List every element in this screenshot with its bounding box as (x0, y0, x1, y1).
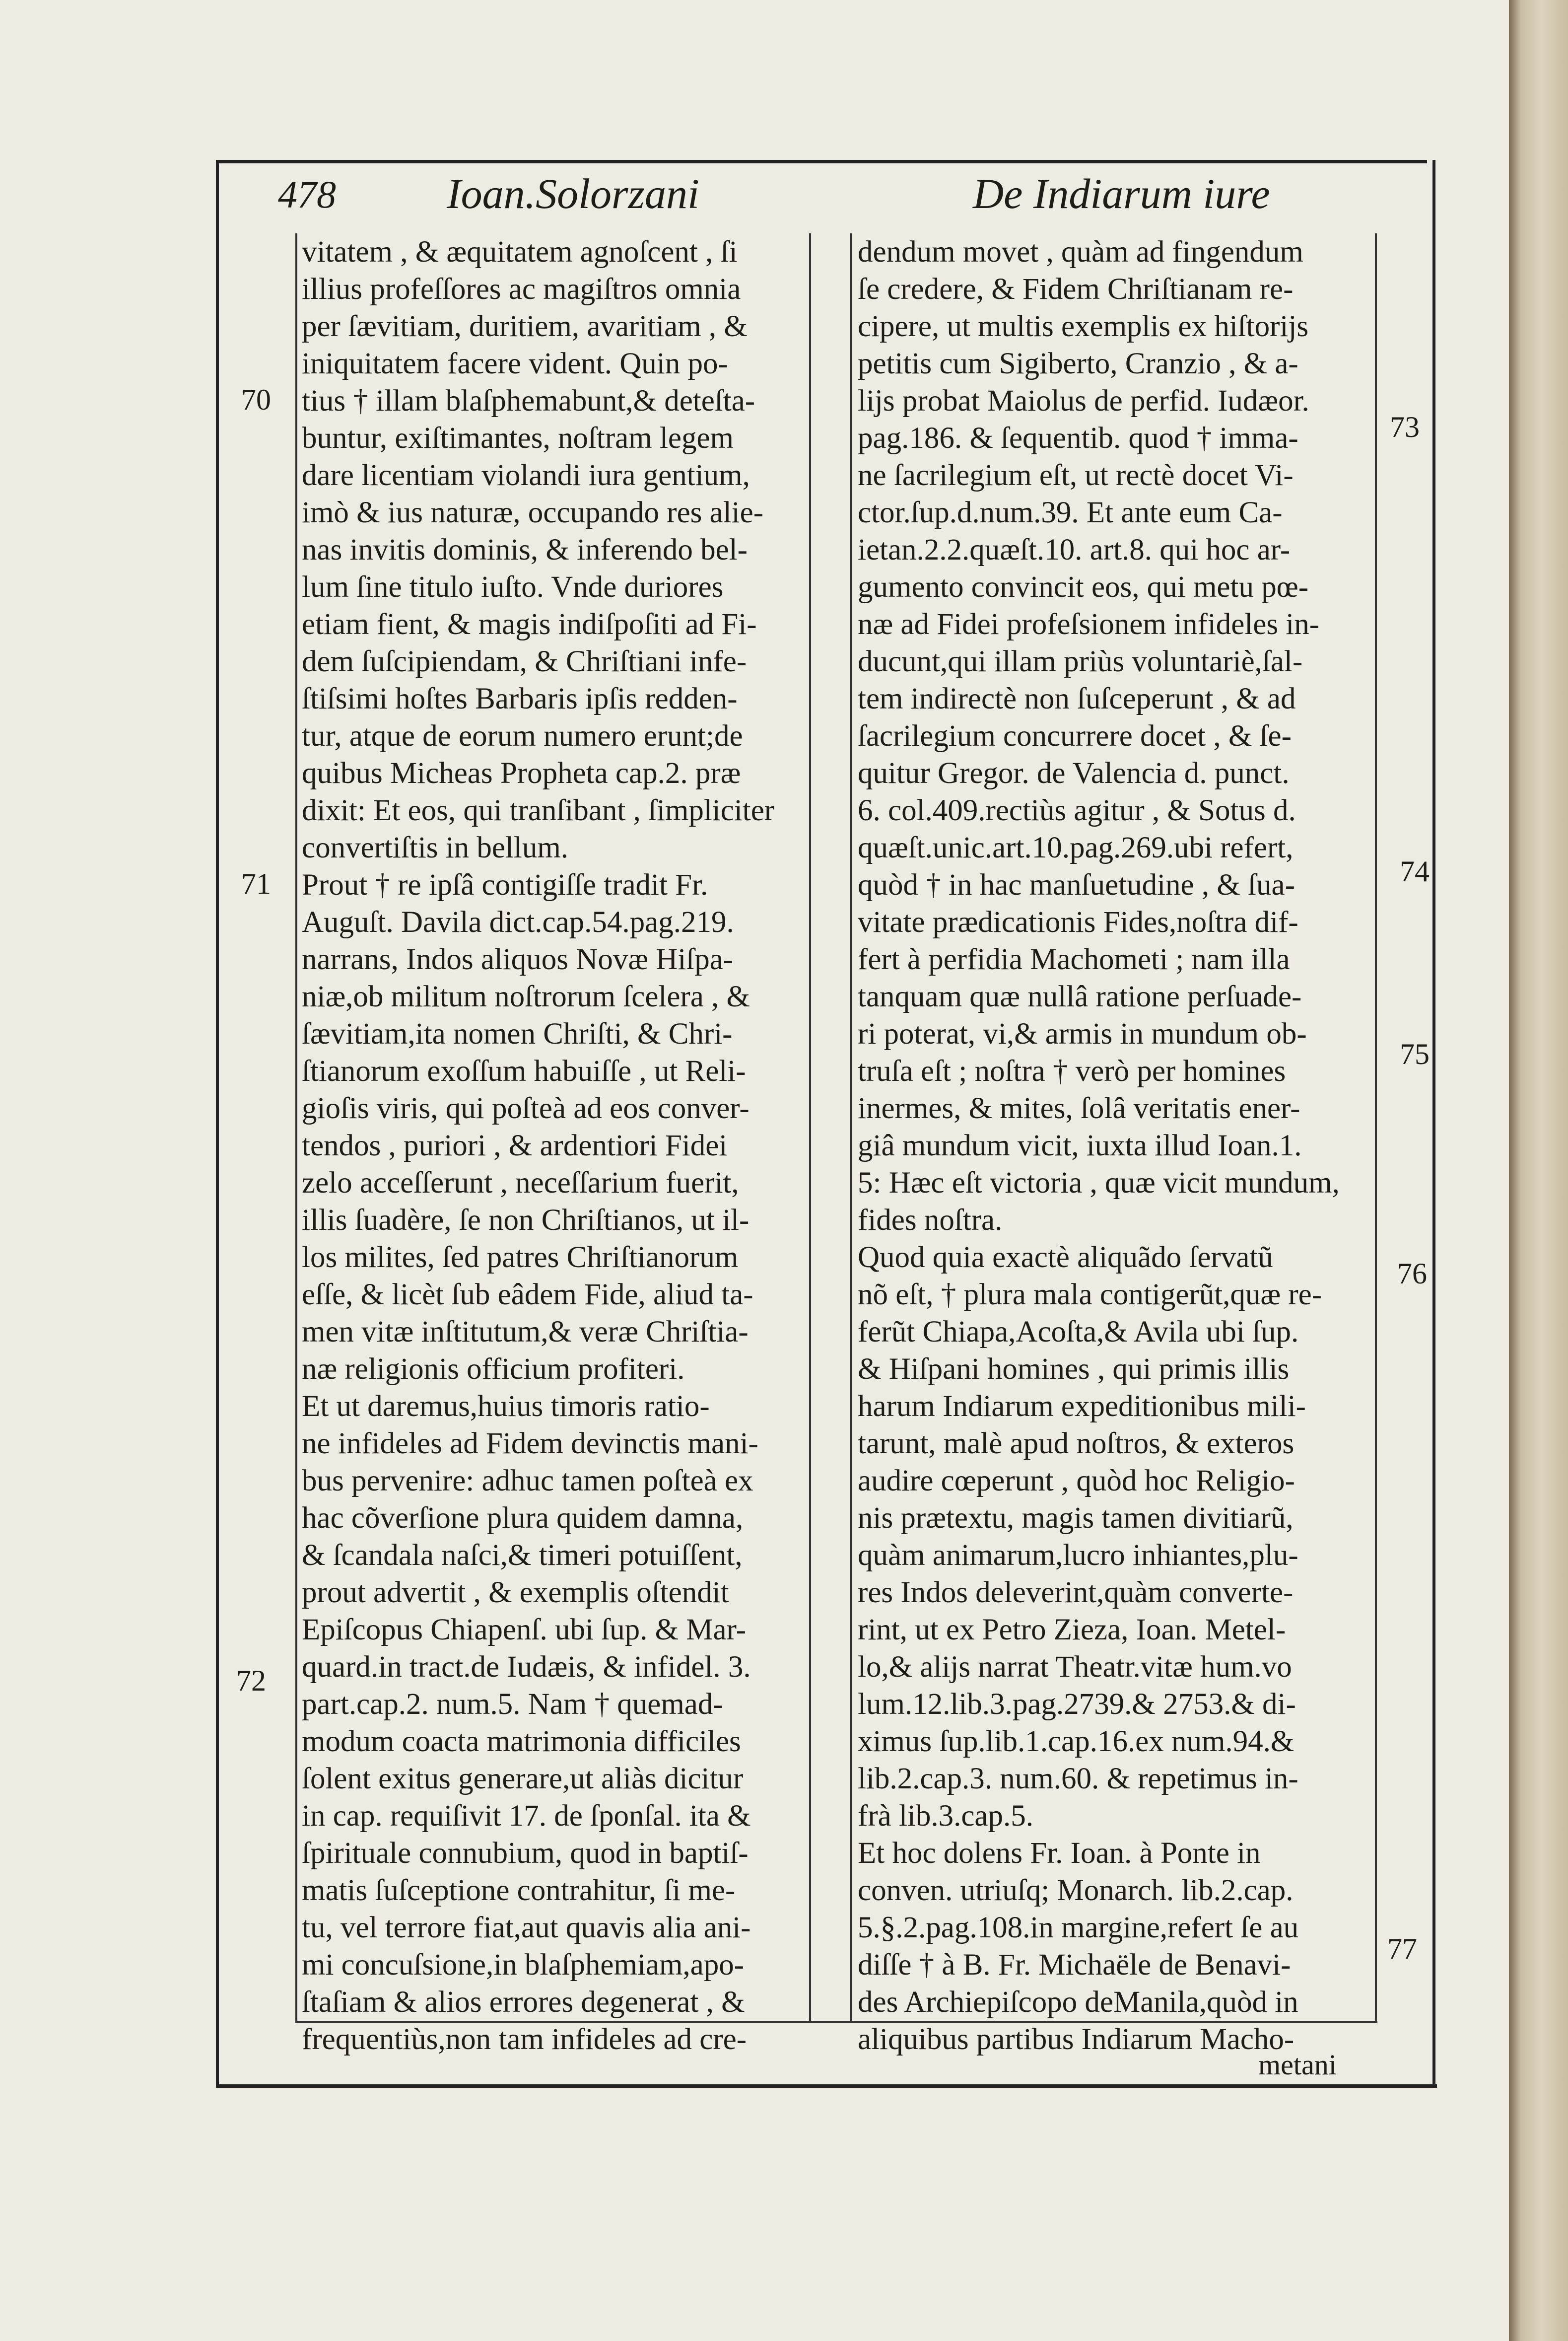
text-line: diſſe † à B. Fr. Michaële de Benavi- (858, 1948, 1291, 1982)
text-line: eſſe, & licèt ſub eâdem Fide, aliud ta- (302, 1278, 753, 1311)
text-line: quard.in tract.de Iudæis, & infidel. 3. (302, 1650, 751, 1684)
text-line: ſolent exitus generare,ut aliàs dicitur (302, 1762, 744, 1795)
text-line: niæ,ob militum noſtrorum ſcelera , & (302, 980, 750, 1013)
text-line: frequentiùs,non tam infideles ad cre- (302, 2023, 747, 2056)
text-line: tendos , puriori , & ardentiori Fidei (302, 1129, 728, 1162)
text-line: lum.12.lib.3.pag.2739.& 2753.& di- (858, 1688, 1296, 1721)
text-line: matis ſuſceptione contrahitur, ſi me- (302, 1874, 736, 1907)
margin-number: 73 (1390, 411, 1420, 443)
text-line: in cap. requiſivit 17. de ſponſal. ita & (302, 1799, 751, 1833)
text-line: ſpirituale connubium, quod in baptiſ- (302, 1837, 749, 1870)
column-divider-right (850, 233, 852, 2021)
left-column-rule (295, 233, 297, 2021)
text-line: 5: Hæc eſt victoria , quæ vicit mundum, (858, 1166, 1340, 1200)
text-line: ximus ſup.lib.1.cap.16.ex num.94.& (858, 1725, 1295, 1758)
text-line: dem ſuſcipiendam, & Chriſtiani infe- (302, 645, 747, 678)
text-line: 5.§.2.pag.108.in margine,refert ſe au (858, 1911, 1299, 1944)
margin-number: 72 (236, 1664, 266, 1697)
right-column-rule (1375, 233, 1377, 2021)
text-line: los milites, ſed patres Chriſtianorum (302, 1241, 739, 1274)
right-text-column (858, 233, 1364, 2058)
text-line: res Indos deleverint,quàm converte- (858, 1576, 1294, 1609)
text-line: lijs probat Maiolus de perfid. Iudæor. (858, 384, 1309, 418)
text-line: ſtaſiam & alios errores degenerat , & (302, 1986, 745, 2019)
text-line: ferũt Chiapa,Acoſta,& Avila ubi ſup. (858, 1315, 1299, 1348)
text-line: Prout † re ipſâ contigiſſe tradit Fr. (302, 868, 708, 902)
text-line: 6. col.409.rectiùs agitur , & Sotus d. (858, 794, 1296, 827)
text-line: & ſcandala naſci,& timeri potuiſſent, (302, 1539, 743, 1572)
text-line: nis prætextu, magis tamen divitiarũ, (858, 1501, 1294, 1535)
text-line: quitur Gregor. de Valencia d. punct. (858, 757, 1290, 790)
text-line: Et ut daremus,huius timoris ratio- (302, 1390, 710, 1423)
margin-number: 70 (241, 383, 271, 416)
text-line: Quod quia exactè aliquãdo ſervatũ (858, 1241, 1273, 1274)
text-line: tem indirectè non ſuſceperunt , & ad (858, 682, 1296, 715)
catchword: metani (1258, 2049, 1337, 2081)
text-line: næ ad Fidei profeſsionem infideles in- (858, 608, 1320, 641)
text-line: vitate prædicationis Fides,noſtra dif- (858, 906, 1298, 939)
text-line: tarunt, malè apud noſtros, & exteros (858, 1427, 1295, 1460)
text-line: ſtiſsimi hoſtes Barbaris ipſis redden- (302, 682, 738, 715)
text-line: audire cœperunt , quòd hoc Religio- (858, 1464, 1295, 1497)
margin-number: 75 (1400, 1038, 1430, 1070)
text-line: truſa eſt ; noſtra † verò per homines (858, 1055, 1286, 1088)
text-line: mi concuſsione,in blaſphemiam,apo- (302, 1948, 745, 1982)
text-line: ietan.2.2.quæſt.10. art.8. qui hoc ar- (858, 533, 1291, 567)
text-line: bus pervenire: adhuc tamen poſteà ex (302, 1464, 753, 1497)
text-line: aliquibus partibus Indiarum Macho- (858, 2023, 1295, 2056)
text-line: ctor.ſup.d.num.39. Et ante eum Ca- (858, 496, 1283, 529)
text-line: ſacrilegium concurrere docet , & ſe- (858, 719, 1292, 753)
text-line: iniquitatem facere vident. Quin po- (302, 347, 728, 380)
text-line: Epiſcopus Chiapenſ. ubi ſup. & Mar- (302, 1613, 747, 1646)
top-rule (216, 160, 1427, 163)
text-line: quàm animarum,lucro inhiantes,plu- (858, 1539, 1298, 1572)
page-edge (1509, 0, 1568, 2341)
text-line: part.cap.2. num.5. Nam † quemad- (302, 1688, 723, 1721)
text-line: imò & ius naturæ, occupando res alie- (302, 496, 764, 529)
text-line: giâ mundum vicit, iuxta illud Ioan.1. (858, 1129, 1302, 1162)
right-frame-rule (1432, 160, 1435, 2086)
text-line: dendum movet , quàm ad fingendum (858, 235, 1303, 269)
text-line: prout advertit , & exemplis oſtendit (302, 1576, 729, 1609)
text-line: tius † illam blaſphemabunt,& deteſta- (302, 384, 755, 418)
text-line: men vitæ inſtitutum,& veræ Chriſtia- (302, 1315, 749, 1348)
text-line: quibus Micheas Propheta cap.2. præ (302, 757, 741, 790)
text-line: tanquam quæ nullâ ratione perſuade- (858, 980, 1302, 1013)
page-number: 478 (278, 173, 336, 216)
text-line: ne infideles ad Fidem devinctis mani- (302, 1427, 758, 1460)
left-frame-rule (216, 160, 219, 2086)
text-line: nas invitis dominis, & inferendo bel- (302, 533, 748, 567)
text-line: cipere, ut multis exemplis ex hiſtorijs (858, 310, 1309, 343)
margin-number: 71 (241, 867, 271, 900)
margin-number: 76 (1397, 1257, 1427, 1290)
text-line: pag.186. & ſequentib. quod † imma- (858, 422, 1298, 455)
text-line: rint, ut ex Petro Zieza, Ioan. Metel- (858, 1613, 1286, 1646)
text-line: modum coacta matrimonia difficiles (302, 1725, 741, 1758)
text-line: ri poterat, vi,& armis in mundum ob- (858, 1017, 1307, 1051)
text-line: illius profeſſores ac magiſtros omnia (302, 273, 741, 306)
text-line: gumento convincit eos, qui metu pœ- (858, 570, 1309, 604)
text-line: tu, vel terrore fiat,aut quavis alia ani- (302, 1911, 751, 1944)
text-line: dixit: Et eos, qui tranſibant , ſimpliciter (302, 794, 775, 827)
text-line: buntur, exiſtimantes, noſtram legem (302, 422, 734, 455)
text-line: fert à perfidia Machometi ; nam illa (858, 943, 1290, 976)
text-line: lib.2.cap.3. num.60. & repetimus in- (858, 1762, 1298, 1795)
running-head-author: Ioan.Solorzani (447, 170, 699, 217)
text-line: frà lib.3.cap.5. (858, 1799, 1033, 1833)
text-line: næ religionis officium profiteri. (302, 1352, 685, 1386)
text-line: lum ſine titulo iuſto. Vnde duriores (302, 570, 724, 604)
page-header (278, 166, 1420, 226)
text-line: vitatem , & æquitatem agnoſcent , ſi (302, 235, 738, 269)
text-line: harum Indiarum expeditionibus mili- (858, 1390, 1306, 1423)
text-line: inermes, & mites, ſolâ veritatis ener- (858, 1092, 1300, 1125)
bottom-rule (216, 2084, 1437, 2088)
text-line: narrans, Indos aliquos Novæ Hiſpa- (302, 943, 734, 976)
text-line: dare licentiam violandi iura gentium, (302, 459, 750, 492)
text-line: petitis cum Sigiberto, Cranzio , & a- (858, 347, 1298, 380)
text-line: per ſævitiam, duritiem, avaritiam , & (302, 310, 748, 343)
running-head-title: De Indiarum iure (973, 170, 1270, 217)
text-line: Et hoc dolens Fr. Ioan. à Ponte in (858, 1837, 1261, 1870)
text-line: quòd † in hac manſuetudine , & ſua- (858, 868, 1295, 902)
text-line: illis ſuadère, ſe non Chriſtianos, ut il- (302, 1204, 750, 1237)
text-line: hac cõverſione plura quidem damna, (302, 1501, 744, 1535)
text-line: quæſt.unic.art.10.pag.269.ubi refert, (858, 831, 1294, 864)
margin-number: 74 (1400, 855, 1430, 888)
text-line: des Archiepiſcopo deManila,quòd in (858, 1986, 1298, 2019)
text-line: lo,& alijs narrat Theatr.vitæ hum.vo (858, 1650, 1292, 1684)
text-line: nõ eſt, † plura mala contigerũt,quæ re- (858, 1278, 1322, 1311)
text-line: convertiſtis in bellum. (302, 831, 569, 864)
text-line: ſævitiam,ita nomen Chriſti, & Chri- (302, 1017, 733, 1051)
text-line: conven. utriuſq; Monarch. lib.2.cap. (858, 1874, 1294, 1907)
text-line: fides noſtra. (858, 1204, 1003, 1237)
left-text-column (302, 233, 808, 2058)
text-line: ducunt,qui illam priùs voluntariè,ſal- (858, 645, 1303, 678)
margin-number: 77 (1387, 1932, 1417, 1965)
text-line: ſe credere, & Fidem Chriſtianam re- (858, 273, 1294, 306)
text-line: zelo acceſſerunt , neceſſarium fuerit, (302, 1166, 739, 1200)
text-line: Auguſt. Davila dict.cap.54.pag.219. (302, 906, 734, 939)
column-divider-left (809, 233, 811, 2021)
text-line: tur, atque de eorum numero erunt;de (302, 719, 743, 753)
text-line: ne ſacrilegium eſt, ut rectè docet Vi- (858, 459, 1294, 492)
text-line: & Hiſpani homines , qui primis illis (858, 1352, 1290, 1386)
text-line: ſtianorum exoſſum habuiſſe , ut Reli- (302, 1055, 746, 1088)
text-line: gioſis viris, qui poſteà ad eos conver- (302, 1092, 750, 1125)
text-line: etiam fient, & magis indiſpoſiti ad Fi- (302, 608, 757, 641)
